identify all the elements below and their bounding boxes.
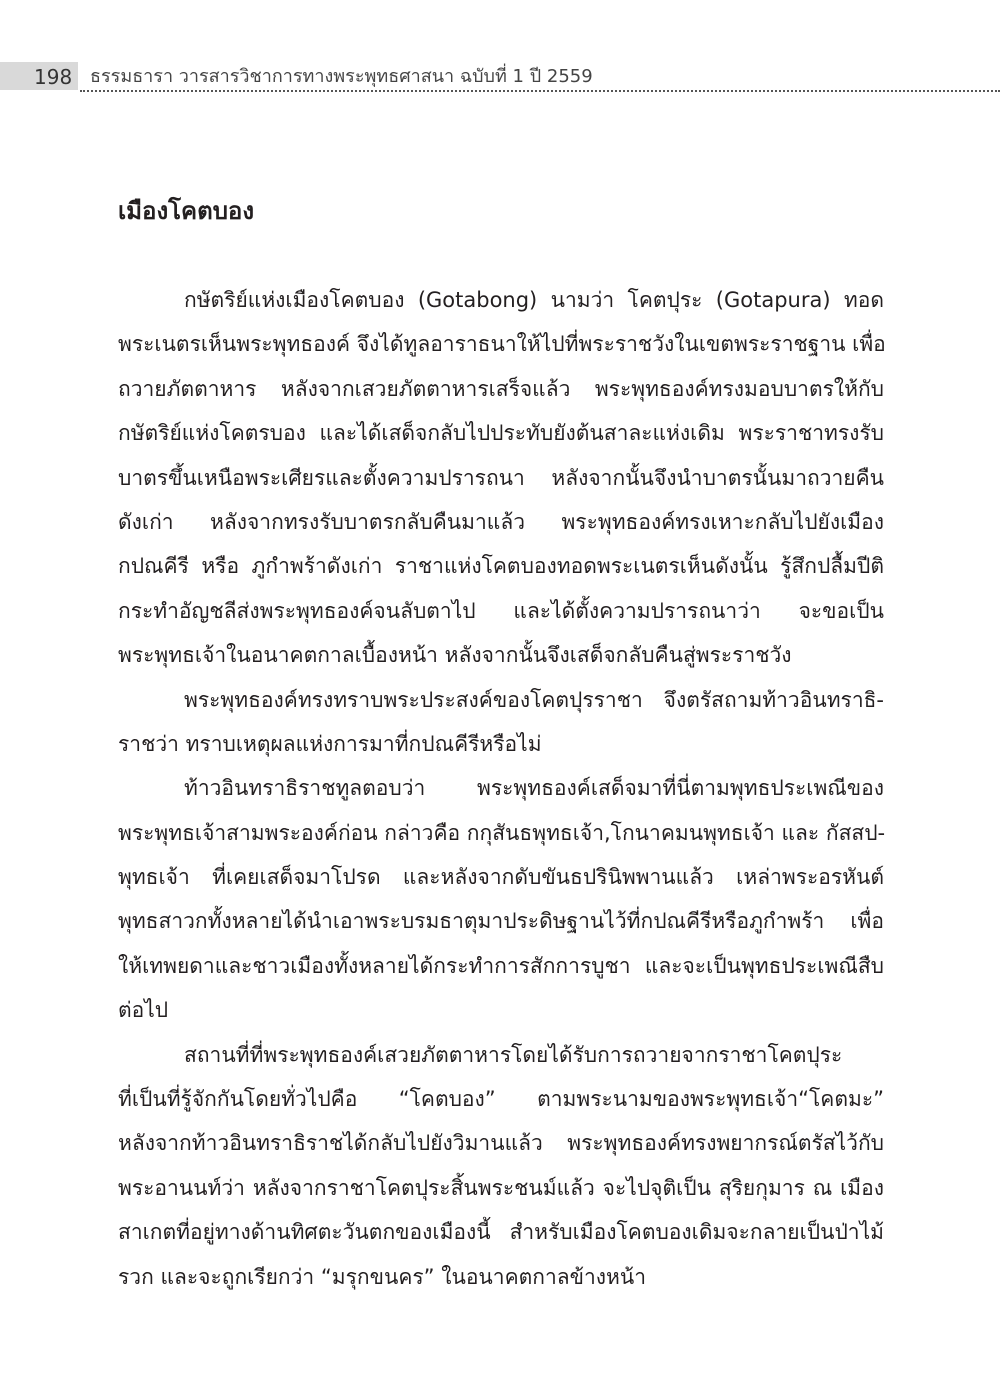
paragraph-line: พระพุทธเจ้าสามพระองค์ก่อน กล่าวคือ กกุสันธพุทธเจ้า,โกนาคมนพุทธเจ้า และ กัสสป- [118, 820, 886, 845]
page-number: 198 [34, 65, 73, 89]
paragraph-line: บาตรขึ้นเหนือพระเศียรและตั้งความปรารถนา หลังจากนั้นจึงนำบาตรนั้นมาถวายคืน [118, 465, 884, 490]
paragraph-line: พุทธเจ้า ที่เคยเสด็จมาโปรด และหลังจากดับขันธปรินิพพานแล้ว เหล่าพระอรหันต์ [118, 865, 884, 890]
paragraph-line: ที่เป็นที่รู้จักกันโดยทั่วไปคือ “โคตบอง” ตามพระนามของพระพุทธเจ้า“โคตมะ” [118, 1087, 884, 1112]
paragraph-line: กษัตริย์แห่งเมืองโคตบอง (Gotabong) นามว่า โคตปุระ (Gotapura) ทอด [184, 288, 884, 312]
paragraph-line: ดังเก่า หลังจากทรงรับบาตรกลับคืนมาแล้ว พระพุทธองค์ทรงเหาะกลับไปยังเมือง [118, 509, 884, 534]
header-dotted-rule [80, 90, 1000, 92]
paragraph-line: กระทำอัญชลีส่งพระพุทธองค์จนลับตาไป และได้ตั้งความปรารถนาว่า จะขอเป็น [118, 598, 884, 623]
section-heading: เมืองโคตบอง [118, 197, 255, 225]
paragraph-line: สาเกตที่อยู่ทางด้านทิศตะวันตกของเมืองนี้ สำหรับเมืองโคตบองเดิมจะกลายเป็นป่าไม้ [118, 1220, 884, 1245]
paragraph-line: พุทธสาวกทั้งหลายได้นำเอาพระบรมธาตุมาประดิษฐานไว้ที่กปณคีรีหรือภูกำพร้า เพื่อ [118, 909, 884, 934]
paragraph-line: กษัตริย์แห่งโคตรบอง และได้เสด็จกลับไปประทับยังต้นสาละแห่งเดิม พระราชาทรงรับ [118, 421, 884, 446]
page-number-box [0, 62, 78, 90]
running-title: ธรรมธารา วารสารวิชาการทางพระพุทธศาสนา ฉบับที่ 1 ปี 2559 [90, 66, 593, 87]
paragraph-line: ราชว่า ทราบเหตุผลแห่งการมาที่กปณคีรีหรือไม่ [118, 731, 542, 756]
paragraph-line: รวก และจะถูกเรียกว่า “มรุกขนคร” ในอนาคตกาลข้างหน้า [118, 1264, 647, 1289]
paragraph-line: ถวายภัตตาหาร หลังจากเสวยภัตตาหารเสร็จแล้ว พระพุทธองค์ทรงมอบบาตรให้กับ [118, 376, 884, 401]
paragraph-line: ให้เทพยดาและชาวเมืองทั้งหลายได้กระทำการสักการบูชา และจะเป็นพุทธประเพณีสืบ [118, 953, 884, 978]
paragraph-line: พระพุทธเจ้าในอนาคตกาลเบื้องหน้า หลังจากนั้นจึงเสด็จกลับคืนสู่พระราชวัง [118, 643, 792, 668]
paragraph-line: กปณคีรี หรือ ภูกำพร้าดังเก่า ราชาแห่งโคตบองทอดพระเนตรเห็นดังนั้น รู้สึกปลื้มปีติ [118, 554, 884, 579]
paragraph-line: ท้าวอินทราธิราชทูลตอบว่า พระพุทธองค์เสด็จมาที่นี่ตามพุทธประเพณีของ [184, 776, 884, 801]
body-text [118, 278, 884, 1299]
paragraph-line: หลังจากท้าวอินทราธิราชได้กลับไปยังวิมานแล้ว พระพุทธองค์ทรงพยากรณ์ตรัสไว้กับ [118, 1131, 884, 1156]
paragraph-line: พระอานนท์ว่า หลังจากราชาโคตปุระสิ้นพระชนม์แล้ว จะไปจุติเป็น สุริยกุมาร ณ เมือง [118, 1175, 884, 1200]
paragraph-line: พระพุทธองค์ทรงทราบพระประสงค์ของโคตปุรราชา จึงตรัสถามท้าวอินทราธิ- [184, 687, 884, 712]
page-header [0, 62, 1000, 92]
paragraph-line: สถานที่ที่พระพุทธองค์เสวยภัตตาหารโดยได้รับการถวายจากราชาโคตปุระ [184, 1042, 843, 1067]
paragraph-line: ต่อไป [118, 998, 169, 1023]
paragraph-line: พระเนตรเห็นพระพุทธองค์ จึงได้ทูลอาราธนาให้ไปที่พระราชวังในเขตพระราชฐาน เพื่อ [118, 332, 886, 357]
